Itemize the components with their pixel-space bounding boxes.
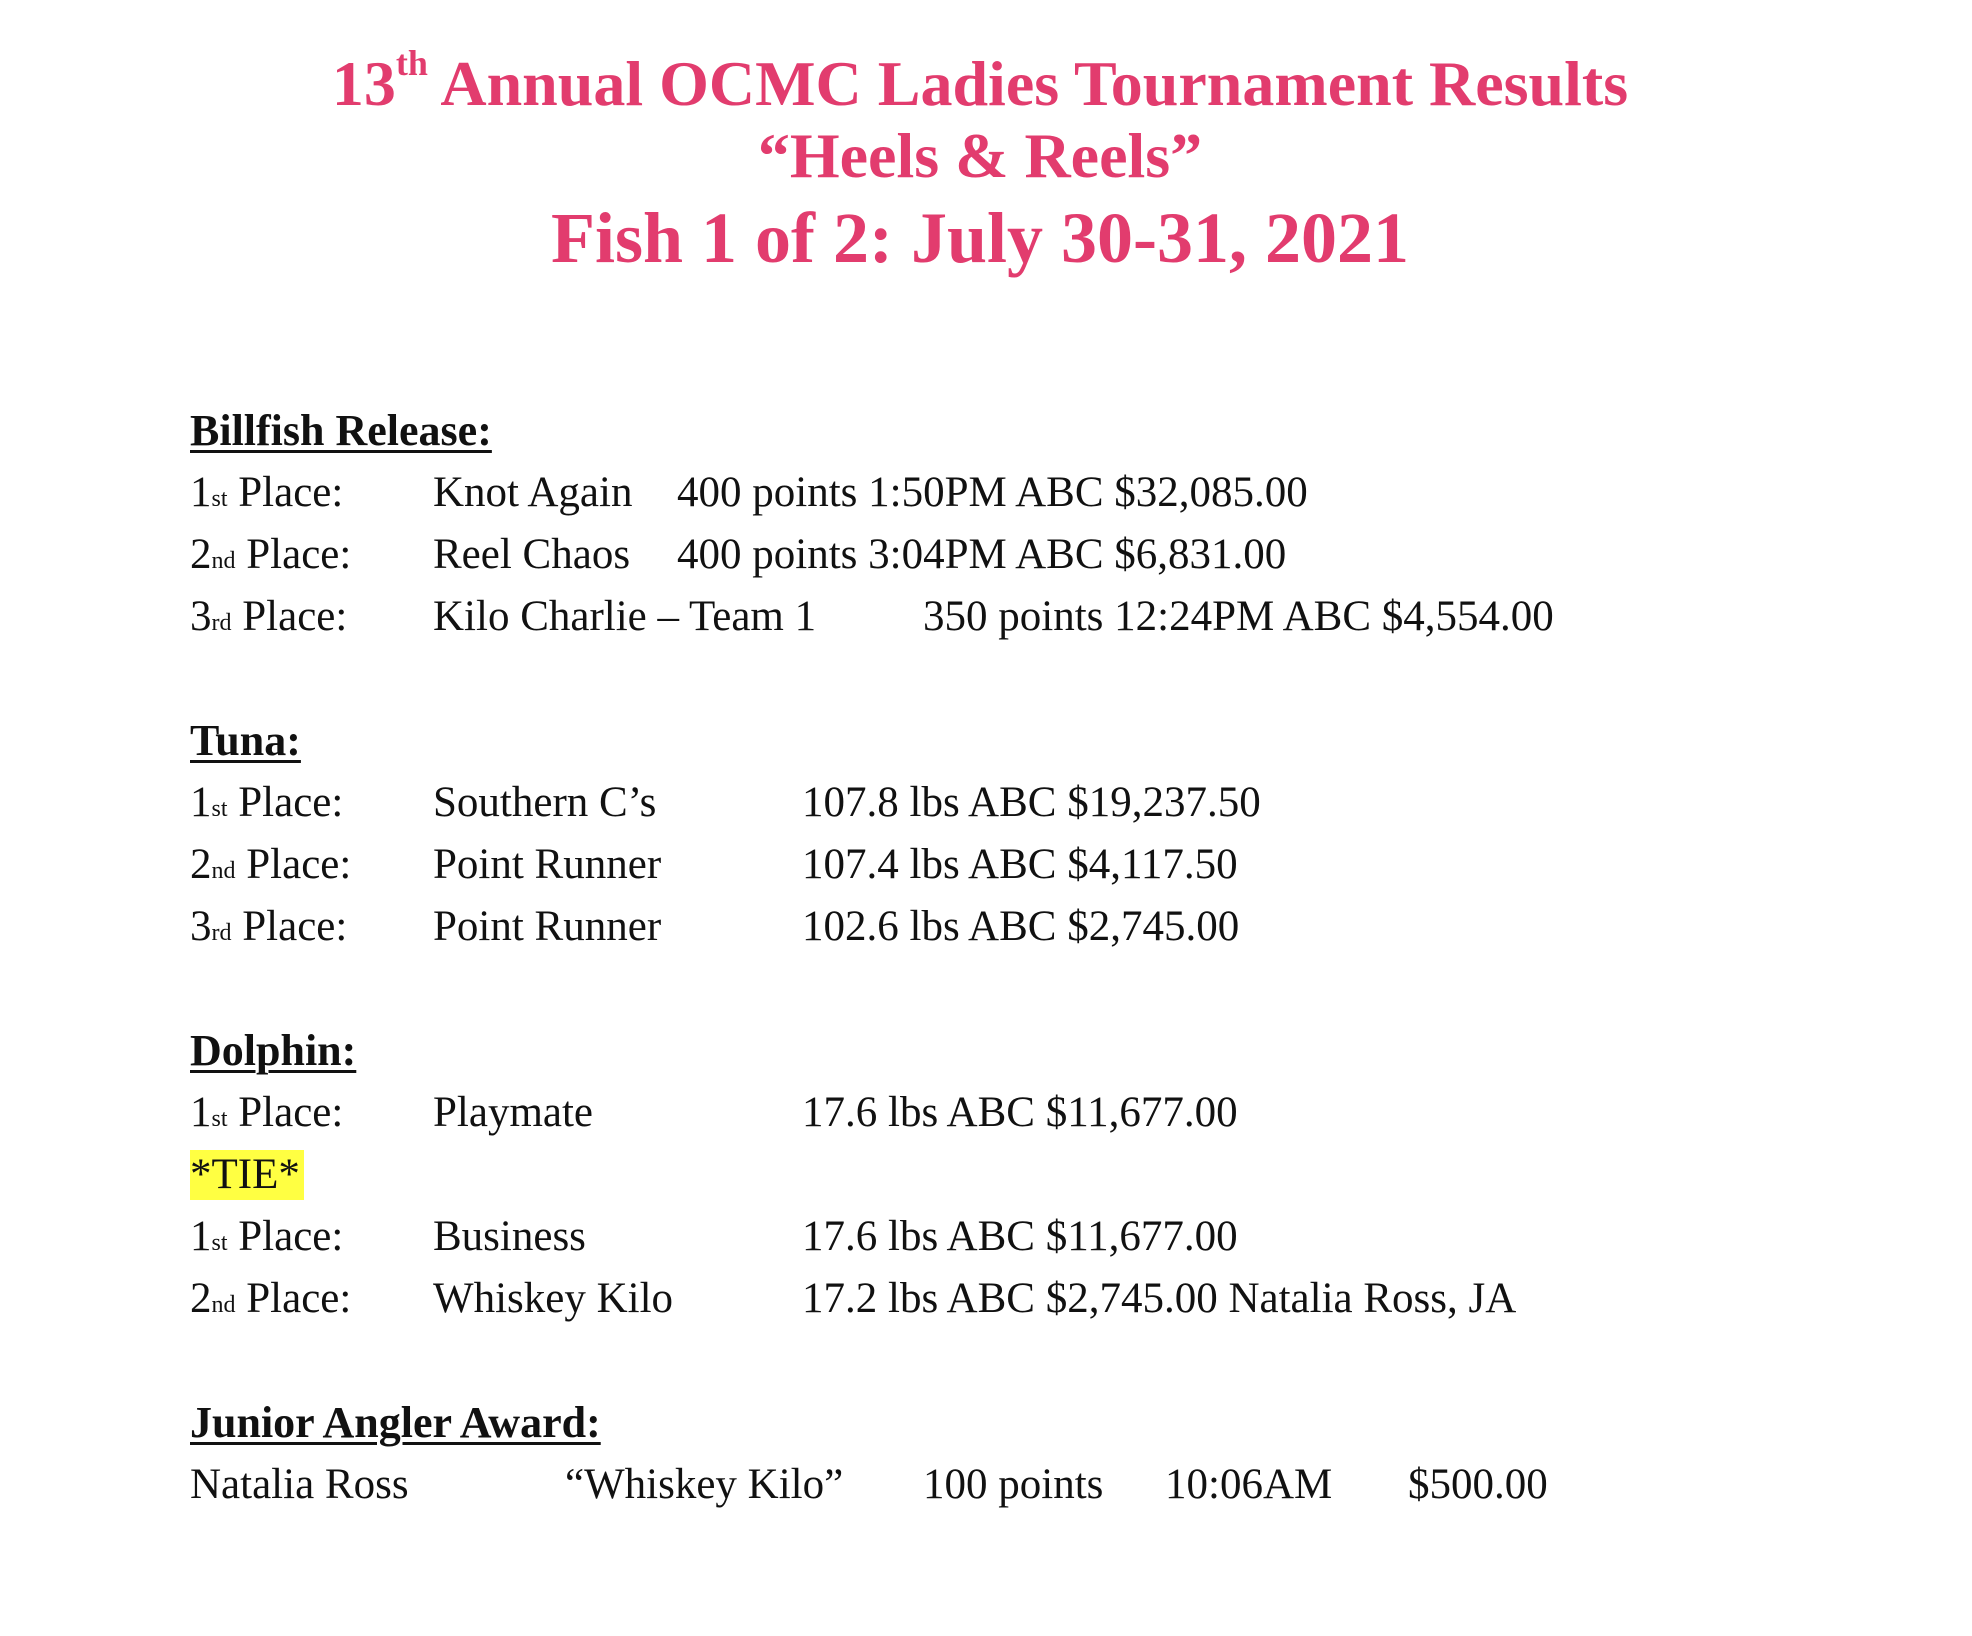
boat-name: “Whiskey Kilo” [565, 1461, 844, 1508]
place-word: Place: [227, 1213, 344, 1260]
place-ordinal: nd [211, 548, 236, 574]
place-label [190, 462, 343, 524]
place-number: 2 [190, 531, 212, 578]
place-number: 1 [190, 1089, 212, 1136]
tournament-subtitle: “Heels & Reels” [757, 120, 1203, 191]
section-title-junior: Junior Angler Award: [190, 1398, 601, 1447]
result-detail: 107.8 lbs ABC $19,237.50 [802, 779, 1261, 826]
boat-name: Southern C’s [433, 779, 657, 826]
tournament-dates: Fish 1 of 2: July 30-31, 2021 [550, 198, 1410, 278]
place-ordinal: rd [211, 610, 232, 636]
place-label [190, 896, 347, 958]
tie-highlight: *TIE* [190, 1150, 304, 1200]
place-ordinal: nd [211, 1292, 236, 1318]
boat-name: Business [433, 1213, 586, 1260]
section-title-tuna: Tuna: [190, 716, 301, 765]
page-title [0, 42, 1960, 278]
angler-name: Natalia Ross [190, 1461, 409, 1508]
place-ordinal: st [211, 1106, 228, 1132]
section-title-dolphin: Dolphin: [190, 1026, 357, 1075]
boat-name: Point Runner [433, 841, 662, 888]
billfish-row [190, 462, 1930, 524]
section-title-billfish: Billfish Release: [190, 406, 492, 455]
place-label [190, 524, 351, 586]
result-detail: 350 points 12:24PM ABC $4,554.00 [923, 593, 1554, 640]
boat-name: Point Runner [433, 903, 662, 950]
billfish-row [190, 586, 1930, 648]
billfish-row [190, 524, 1930, 586]
place-word: Place: [227, 1089, 344, 1136]
tuna-section [190, 710, 1930, 958]
place-number: 1 [190, 779, 212, 826]
place-word: Place: [235, 841, 352, 888]
place-ordinal: nd [211, 858, 236, 884]
points: 100 points [923, 1461, 1104, 1508]
place-ordinal: st [211, 796, 228, 822]
dolphin-row [190, 1206, 1930, 1268]
place-word: Place: [231, 903, 348, 950]
place-label [190, 1082, 343, 1144]
place-word: Place: [227, 779, 344, 826]
junior-section [190, 1392, 1930, 1516]
billfish-section [190, 400, 1930, 648]
boat-name: Reel Chaos [433, 531, 631, 578]
place-label [190, 772, 343, 834]
boat-name: Playmate [433, 1089, 594, 1136]
tie-row [190, 1144, 1930, 1206]
time: 10:06AM [1165, 1461, 1333, 1508]
place-number: 1 [190, 469, 212, 516]
place-ordinal: st [211, 1230, 228, 1256]
place-word: Place: [235, 1275, 352, 1322]
dolphin-row [190, 1082, 1930, 1144]
place-label [190, 1268, 351, 1330]
boat-name: Whiskey Kilo [433, 1275, 674, 1322]
tuna-row [190, 772, 1930, 834]
tournament-title [0, 42, 1960, 124]
title-ordinal: th [395, 42, 428, 83]
prize: $500.00 [1408, 1461, 1548, 1508]
result-detail: 107.4 lbs ABC $4,117.50 [802, 841, 1238, 888]
result-detail: 102.6 lbs ABC $2,745.00 [802, 903, 1240, 950]
place-number: 1 [190, 1213, 212, 1260]
place-word: Place: [231, 593, 348, 640]
junior-row [190, 1454, 1930, 1516]
place-word: Place: [227, 469, 344, 516]
place-label [190, 834, 351, 896]
boat-name: Kilo Charlie – Team 1 [433, 593, 817, 640]
tuna-row [190, 834, 1930, 896]
place-ordinal: rd [211, 920, 232, 946]
tuna-row [190, 896, 1930, 958]
place-label [190, 1206, 343, 1268]
place-number: 3 [190, 593, 212, 640]
result-detail: 400 points 3:04PM ABC $6,831.00 [677, 531, 1287, 578]
result-detail: 17.2 lbs ABC $2,745.00 Natalia Ross, JA [802, 1275, 1517, 1322]
result-detail: 17.6 lbs ABC $11,677.00 [802, 1213, 1238, 1260]
place-ordinal: st [211, 486, 228, 512]
place-number: 2 [190, 1275, 212, 1322]
title-number: 13 [331, 48, 396, 119]
place-number: 3 [190, 903, 212, 950]
boat-name: Knot Again [433, 469, 633, 516]
result-detail: 400 points 1:50PM ABC $32,085.00 [677, 469, 1308, 516]
results-body [190, 400, 1930, 1578]
dolphin-section [190, 1020, 1930, 1330]
dolphin-row [190, 1268, 1930, 1330]
title-text: Annual OCMC Ladies Tournament Results [427, 48, 1629, 119]
place-word: Place: [235, 531, 352, 578]
result-detail: 17.6 lbs ABC $11,677.00 [802, 1089, 1238, 1136]
place-number: 2 [190, 841, 212, 888]
place-label [190, 586, 347, 648]
